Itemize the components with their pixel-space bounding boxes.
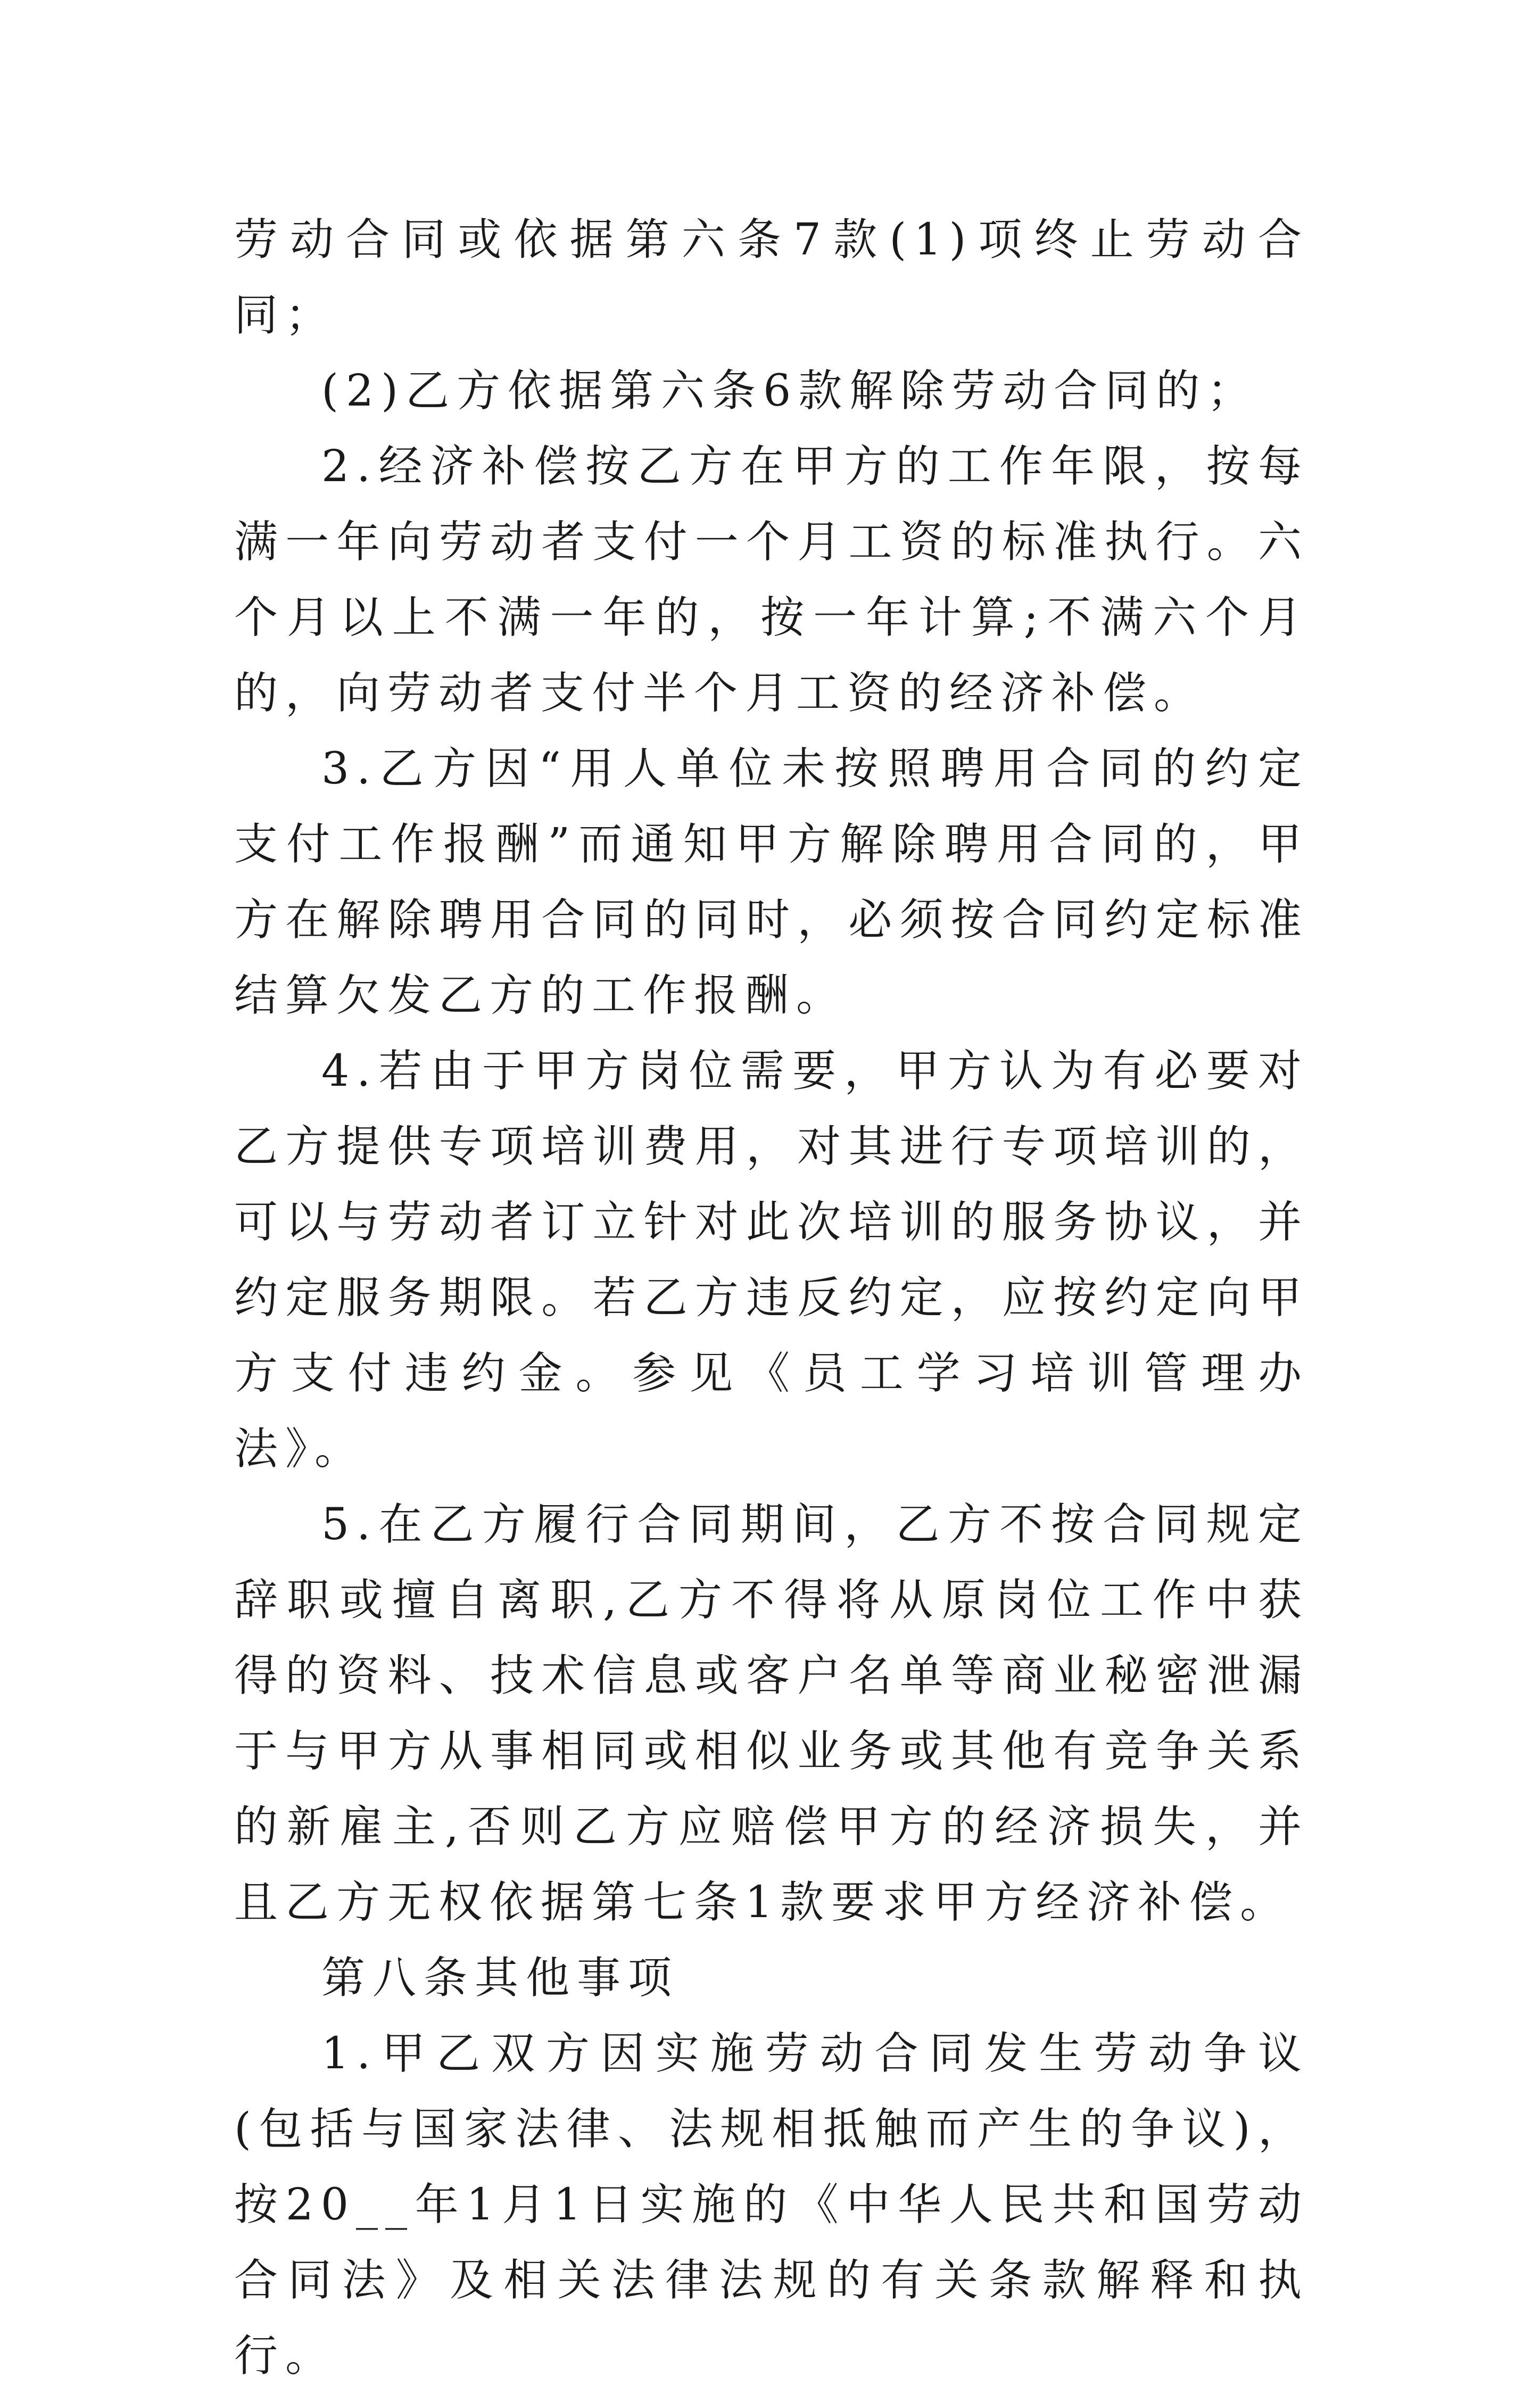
- document-body: [234, 202, 1309, 2394]
- section-heading-article-8: 第八条其他事项: [321, 1953, 680, 2003]
- paragraph-clause-4: 4.若由于甲方岗位需要，甲方认为有必要对乙方提供专项培训费用，对其进行专项培训的，可以与劳动者订立针对此次培训的服务协议，并约定服务期限。若乙方违反约定，应按约定向甲方支付违约金。参见《员工学习培训管理办法》。: [234, 1046, 1309, 1474]
- paragraph-item-2: (2)乙方依据第六条6款解除劳动合同的；: [321, 366, 1259, 416]
- paragraph-article-8-clause-1: 1.甲乙双方因实施劳动合同发生劳动争议(包括与国家法律、法规相抵触而产生的争议)，按20__年1月1日实施的《中华人民共和国劳动合同法》及相关法律法规的有关条款解释和执行。: [234, 2028, 1309, 2381]
- paragraph-clause-2: 2.经济补偿按乙方在甲方的工作年限，按每满一年向劳动者支付一个月工资的标准执行。六个月以上不满一年的，按一年计算;不满六个月的，向劳动者支付半个月工资的经济补偿。: [234, 441, 1309, 719]
- paragraph-continuation: 劳动合同或依据第六条7款(1)项终止劳动合同；: [234, 214, 1309, 341]
- paragraph-clause-3: 3.乙方因“用人单位未按照聘用合同的约定支付工作报酬”而通知甲方解除聘用合同的，甲方在解除聘用合同的同时，必须按合同约定标准结算欠发乙方的工作报酬。: [234, 744, 1309, 1021]
- paragraph-clause-5: 5.在乙方履行合同期间，乙方不按合同规定辞职或擅自离职,乙方不得将从原岗位工作中获得的资料、技术信息或客户名单等商业秘密泄漏于与甲方从事相同或相似业务或其他有竞争关系的新雇主,否则乙方应赔偿甲方的经济损失，并且乙方无权依据第七条1款要求甲方经济补偿。: [234, 1499, 1309, 1928]
